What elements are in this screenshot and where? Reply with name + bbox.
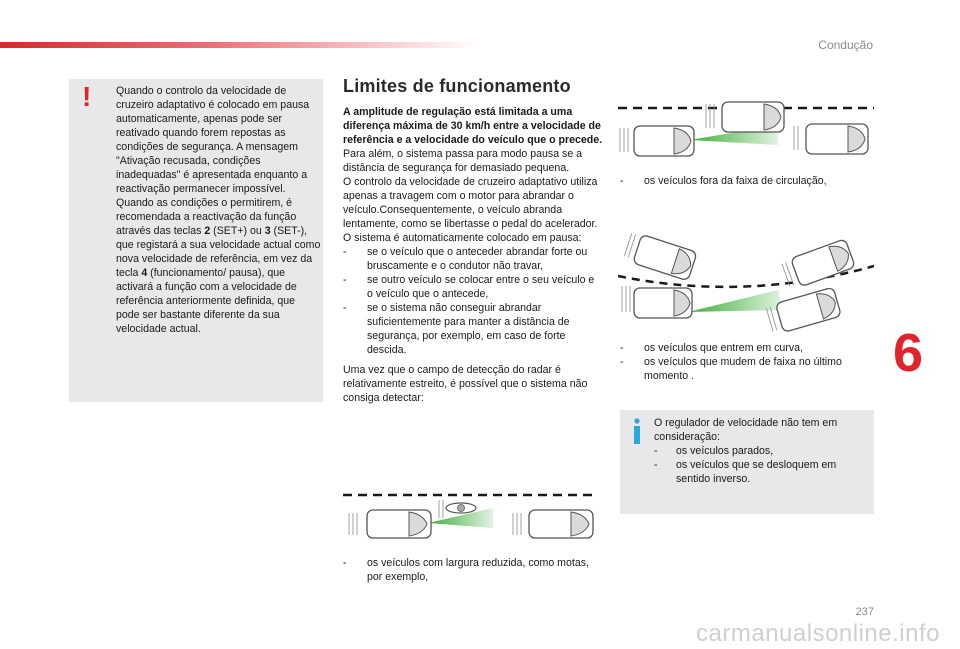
- section-title: Condução: [818, 38, 873, 52]
- curve-lane-change-illustration: [618, 232, 874, 332]
- page-number: 237: [855, 606, 874, 618]
- page-title: Limites de funcionamento: [343, 76, 571, 96]
- pause-conditions-list: [343, 245, 603, 357]
- exclamation-icon: !: [82, 81, 92, 112]
- info-icon: [632, 418, 642, 444]
- caption-narrow-vehicles: [343, 556, 603, 584]
- caption-curve-lane-change: [620, 341, 875, 383]
- watermark: carmanualsonline.info: [696, 620, 940, 647]
- warning-box: [69, 79, 323, 402]
- list-item: - os veículos que se desloquem em sentido inverso.: [654, 458, 869, 486]
- list-item: - os veículos parados,: [654, 444, 869, 458]
- outside-lane-illustration: [618, 100, 874, 160]
- paragraph-1: Para além, o sistema passa para modo pausa se a distância de segurança for demasiado pequena.: [343, 148, 583, 174]
- paragraph-3: O sistema é automaticamente colocado em pausa:: [343, 232, 582, 244]
- header-accent-bar: [0, 42, 480, 48]
- info-text: O regulador de velocidade não tem em consideração: - os veículos parados, - os veículos que se desloquem em sentido inverso.: [654, 416, 869, 486]
- paragraph-4: Uma vez que o campo de detecção do radar é relativamente estreito, é possível que o sistema não consiga detectar:: [343, 364, 588, 404]
- list-item: - se o sistema não conseguir abrandar suficientemente para manter a distância de segurança, por exemplo, em caso de forte descida.: [343, 301, 603, 357]
- warning-text: Quando o controlo da velocidade de cruzeiro adaptativo é colocado em pausa automaticamente, apenas pode ser reativado quando forem repostas as condições de segurança. A mensagem "Ativação recusada, condições inadequadas" é apresentada enquanto a reactivação permanecer impossível. Quando as condições o permitirem, é recomendada a reactivação da função através das teclas 2 (SET+) ou 3 (SET-), que registará a sua velocidade actual como nova velocidade de referência, em vez da tecla 4 (funcionamento/ pausa), que activará a função com a velocidade de referência anteriormente definida, que pode ser bastante diferente da sua velocidade actual.: [116, 85, 321, 335]
- intro-bold: A amplitude de regulação está limitada a uma diferença máxima de 30 km/h entre a velocidade de referência e a velocidade do veículo que o precede.: [343, 106, 603, 146]
- caption-outside-lane: [620, 174, 875, 188]
- list-item: - os veículos que entrem em curva,: [620, 341, 875, 355]
- main-column: [343, 76, 603, 405]
- chapter-number: 6: [893, 323, 924, 383]
- list-item: - os veículos fora da faixa de circulação,: [620, 174, 875, 188]
- list-item: - se o veículo que o anteceder abrandar forte ou bruscamente e o condutor não travar,: [343, 245, 603, 273]
- list-item: - os veículos que mudem de faixa no último momento .: [620, 355, 875, 383]
- paragraph-2: O controlo da velocidade de cruzeiro adaptativo utiliza apenas a travagem com o motor para abrandar o veículo.Consequentemente, o veículo abranda lentamente, como se libertasse o pedal do acelerador.: [343, 176, 598, 230]
- list-item: - se outro veículo se colocar entre o seu veículo e o veículo que o antecede,: [343, 273, 603, 301]
- narrow-vehicle-illustration: [343, 478, 598, 543]
- info-box: [620, 410, 874, 514]
- list-item: - os veículos com largura reduzida, como motas, por exemplo,: [343, 556, 603, 584]
